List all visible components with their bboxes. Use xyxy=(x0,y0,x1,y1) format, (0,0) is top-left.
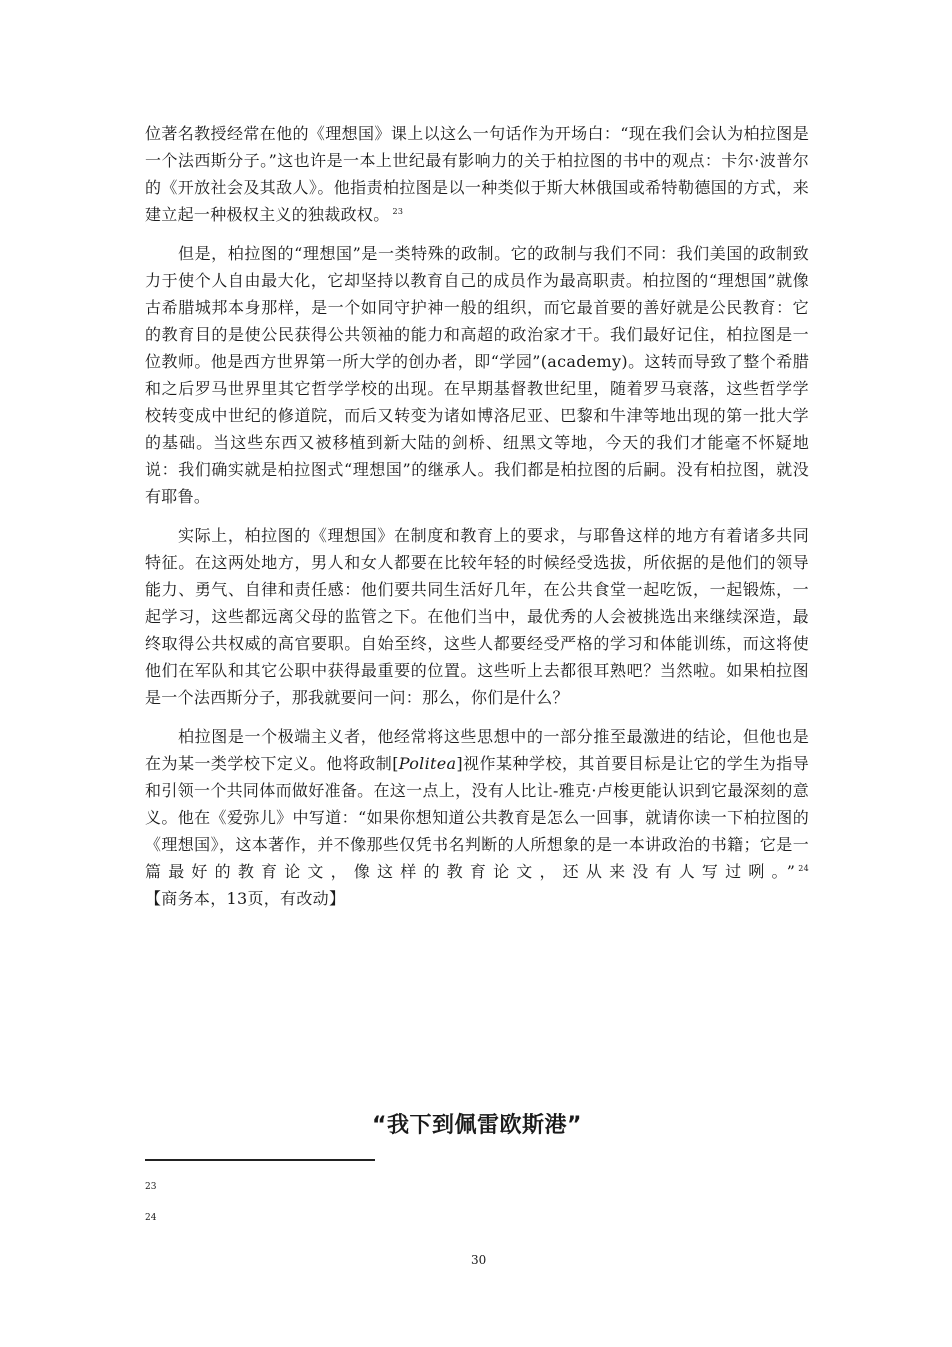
section-heading: “我下到佩雷欧斯港” xyxy=(372,1113,582,1138)
paragraph-text: 实际上，柏拉图的《理想国》在制度和教育上的要求，与耶鲁这样的地方有着诸多共同特征。在这两处地方，男人和女人都要在比较年轻的时候经受选拔，所依据的是他们的领导能力、勇气、自律和责任感：他们要共同生活好几年，在公共食堂一起吃饭，一起锻炼，一起学习，这些都远离父母的监管之下。在他们当中，最优秀的人会被挑选出来继续深造，最终取得公共权威的高官要职。自始至终，这些人都要经受严格的学习和体能训练，而这将使他们在军队和其它公职中获得最重要的位置。这些听上去都很耳熟吧？当然啦。如果柏拉图是一个法西斯分子，那我就要问一问：那么，你们是什么？ xyxy=(145,526,809,707)
paragraph-4 xyxy=(145,723,809,912)
paragraph-text: 但是，柏拉图的“理想国”是一类特殊的政制。它的政制与我们不同：我们美国的政制致力于使个人自由最大化，它却坚持以教育自己的成员作为最高职责。柏拉图的“理想国”就像古希腊城邦本身那样，是一个如同守护神一般的组织，而它最首要的善好就是公民教育：它的教育目的是使公民获得公共领袖的能力和高超的政治家才干。我们最好记住，柏拉图是一位教师。他是西方世界第一所大学的创办者，即“学园”(academy)。这转而导致了整个希腊和之后罗马世界里其它哲学学校的出现。在早期基督教世纪里，随着罗马衰落，这些哲学学校转变成中世纪的修道院，而后又转变为诸如博洛尼亚、巴黎和牛津等地出现的第一批大学的基础。当这些东西又被移植到新大陆的剑桥、纽黑文等地，今天的我们才能毫不怀疑地说：我们确实就是柏拉图式“理想国”的继承人。我们都是柏拉图的后嗣。没有柏拉图，就没有耶鲁。 xyxy=(145,244,809,506)
paragraph-1 xyxy=(145,120,809,228)
paragraph-2 xyxy=(145,240,809,510)
paragraph-text: ]视作某种学校，其首要目标是让它的学生为指导和引领一个共同体而做好准备。在这一点上，没有人比让-雅克·卢梭更能认识到它最深刻的意义。他在《爱弥儿》中写道：“如果你想知道公共教育是怎么一回事，就请你读一下柏拉图的《理想国》，这本著作，并不像那些仅凭书名判断的人所想象的是一本讲政治的书籍；它是一篇最好的教育论文，像这样的教育论文，还从来没有人写过咧。” xyxy=(145,754,810,881)
footnote-23: 23 xyxy=(145,1182,157,1192)
footnote-divider xyxy=(145,1159,375,1161)
italic-term: Politea xyxy=(398,754,457,773)
paragraph-text: 位著名教授经常在他的《理想国》课上以这么一句话作为开场白：“现在我们会认为柏拉图是一个法西斯分子。”这也许是一本上世纪最有影响力的关于柏拉图的书中的观点：卡尔·波普尔的《开放社会及其敌人》。他指责柏拉图是以一种类似于斯大林俄国或希特勒德国的方式，来建立起一种极权主义的独裁政权。 xyxy=(145,124,809,224)
paragraph-3 xyxy=(145,522,809,711)
footnote-ref-23[interactable]: 23 xyxy=(392,207,404,216)
page-number: 30 xyxy=(471,1253,487,1267)
footnote-24: 24 xyxy=(145,1213,157,1223)
paragraph-text: 柏拉图是一个极端主义者，他经常将这些思想中的一部分推至最激进的结论，但他也是在为某一类学校下定义。他将政制[ xyxy=(145,727,809,773)
editor-note: 【商务本，13页，有改动】 xyxy=(145,889,346,908)
body-text xyxy=(145,120,809,924)
footnote-ref-24[interactable]: 24 xyxy=(798,864,809,873)
